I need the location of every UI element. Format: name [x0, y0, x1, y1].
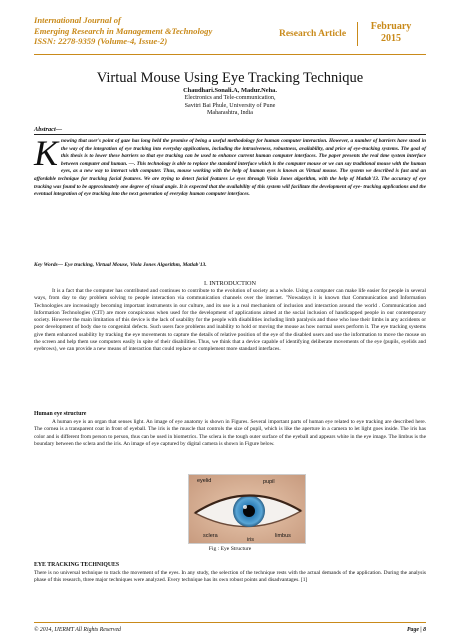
abstract-body — [34, 133, 426, 199]
label-iris: iris — [247, 537, 255, 543]
paper-title: Virtual Mouse Using Eye Tracking Technique — [96, 70, 364, 86]
abstract-label: Abstract— — [34, 126, 62, 133]
label-sclera: sclera — [203, 533, 218, 539]
issue-month: February — [370, 21, 412, 32]
techniques-heading: EYE TRACKING TECHNIQUES — [34, 562, 120, 568]
eye-structure-figure — [188, 474, 306, 544]
label-pupil: pupil — [263, 479, 275, 485]
issue-date — [358, 21, 424, 45]
abstract-dropcap: K — [34, 133, 59, 173]
issue-year: 2015 — [381, 33, 401, 44]
eye-highlight — [243, 505, 247, 509]
introduction-text: It is a fact that the computer has contributed and continues to contribute to the evolution of society as a whole. Using a computer can make life easier for people in several ways, from day to day problem solving to people interaction via communication channels over the internet. "Nowadays it is known that Communication and Information Technologies are increasingly becoming important instruments in our culture, and its use is a real mechanism of inclusion and interaction around the world . Communication and Information Technologies (CIT) are more conspicuous when used for the development of applications aimed at the social inclusion of handicapped people in our contemporary society. However the main limitation of this device is the lack of usability for the people with disabilities including limb paralysis and those who lose their limbs in any accidents or poor development of body due to congenital defects. Such users face problems and inability to hold or moving the mouse as how normal users perform it. The eye tracking systems give them enhanced usability by tracking the eye movements to capture the details of relative position of the eye of the disabled users and use the information to move the mouse on the screen and help them use computers easily in spite of their disabilities. Thus, we think that a device capable of identifying deliberate movements of the eye (pupils, eyelids and eyebrows), we can provide a new means of interaction that could replace or complement more standard interfaces. — [34, 288, 426, 353]
keywords: Key Words— Eye tracking, Virtual Mouse, Viola Jones Algorithm, Matlab'13. — [34, 262, 207, 268]
affiliation-line: Savitri Bai Phule, University of Pune — [184, 102, 276, 109]
affiliation-line: Electronics and Tele-communication, — [184, 95, 276, 101]
journal-header — [34, 15, 294, 47]
label-eyelid: eyelid — [197, 478, 212, 484]
eye-structure-heading: Human eye structure — [34, 411, 87, 417]
footer-divider — [34, 622, 426, 623]
techniques-text: There is no universal technique to track the movement of the eyes. In any study, the selection of the technique rests with the actual demands of the application. During the analysis phase of this research, three major techniques were analyzed. Every technique has its own robust points and disadvantages. [1] — [34, 570, 426, 584]
affiliation-line: Maharashtra, India — [206, 110, 254, 117]
journal-name-line2: Emerging Research in Management &Technology — [34, 25, 213, 36]
introduction-paragraph — [34, 288, 426, 354]
header-divider — [34, 54, 426, 55]
abstract-text: nowing that user's point of gaze has long held the promise of being a useful methodology for human computer interaction. However, a number of barriers have stood in the way of the integration of eye tracking into everyday applications, including the intrusiveness, robustness, availability, and price of eye-tracking systems. The goal of this thesis is to lower these barriers so that eye tracking can be used to enhance current human computer interfaces. The paper presents the real time system interface between computer and human. —. This technology is able to replace the standard interface which is the computer mouse or we can say traditional mouse with the human eyes, as a new way to interact with computer. Thus, mouse working with the help of human eyes is known as Virtual mouse. The system we described is fast and an affordable technique for tracking facial features. We are trying to detect facial features i.e eyes through Viola Jones algorithm, with the help of Matlab'13. The accuracy of eye tracking was found to be approximately one degree of visual angle. It is expected that the availability of this system will facilitate the development of eye- tracking applications and the eventual integration of eye tracking into the next generation of everyday human computer interfaces. — [34, 138, 426, 198]
label-limbus: limbus — [275, 533, 291, 539]
article-type-label: Research Article — [268, 22, 358, 46]
journal-issn: ISSN: 2278-9359 (Volume-4, Issue-2) — [34, 36, 168, 46]
footer-page-number: Page | 8 — [407, 627, 426, 633]
techniques-paragraph — [34, 570, 426, 585]
introduction-heading: I. INTRODUCTION — [204, 280, 256, 287]
abstract-divider — [34, 134, 426, 135]
author-affiliation — [34, 95, 426, 118]
figure-caption: Fig : Eye Structure — [208, 546, 252, 552]
eye-structure-text: A human eye is an organ that senses light. An image of eye anatomy is shown in Figures. Several important parts of human eye related to eye tracking are described here. The cornea is a transparent coat in front of eyeball. The iris is the muscle that controls the size of pupil, which is like the aperture in a camera to let light goes inside. The iris has color and is different from person to person, thus can be used in biometrics. The sclera is the tough outer surface of the eyeball and appears white in the eye image. The limbus is the boundary between the sclera and the iris. An image of eye captured by digital camera is shown in Figure below. — [34, 419, 426, 447]
eye-structure-paragraph — [34, 419, 426, 448]
journal-name-line1: International Journal of — [34, 15, 121, 25]
footer-copyright: © 2014, IJERMT All Rights Reserved — [34, 627, 121, 633]
paper-authors: Chaudhari.Sonali.A, Madur.Neha. — [183, 87, 277, 94]
